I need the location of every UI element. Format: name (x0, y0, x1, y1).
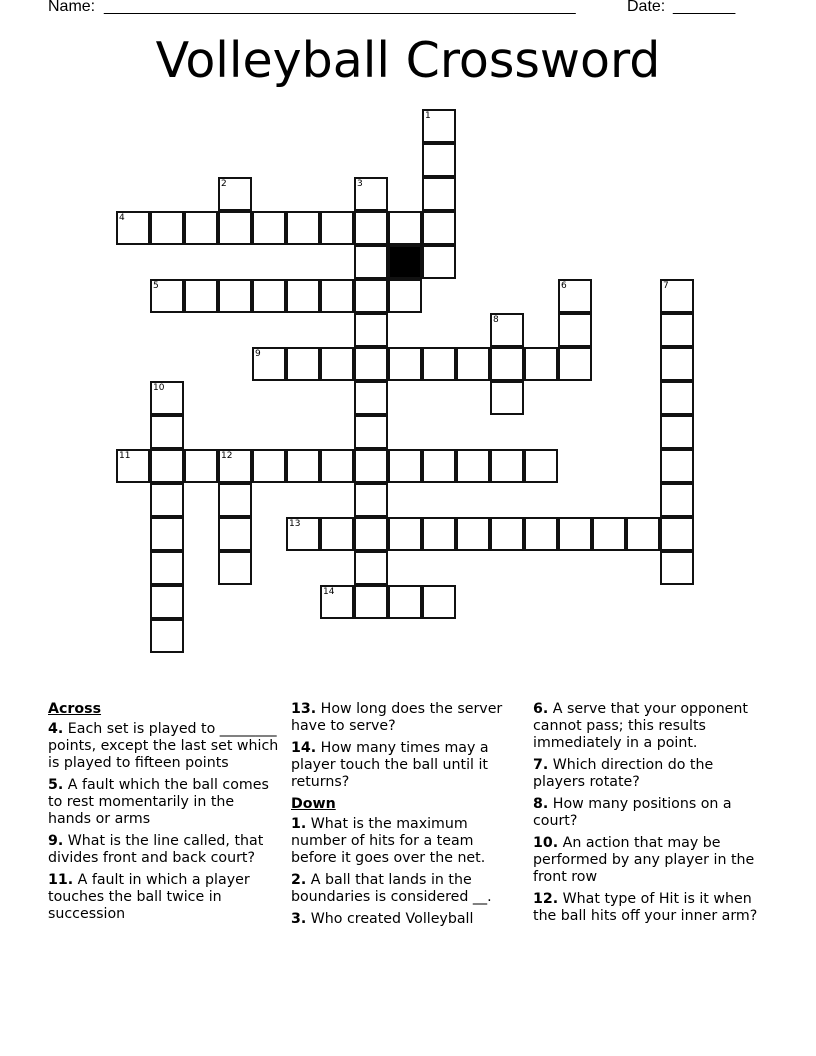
grid-cell[interactable] (150, 483, 184, 517)
grid-cell[interactable] (252, 279, 286, 313)
grid-cell[interactable] (490, 313, 524, 347)
grid-cell[interactable] (150, 211, 184, 245)
clue-down-2 (291, 872, 523, 906)
grid-cell[interactable] (524, 347, 558, 381)
grid-cell[interactable] (422, 585, 456, 619)
clue-across-5 (48, 777, 280, 828)
grid-cell[interactable] (252, 211, 286, 245)
down-heading: Down (291, 796, 336, 812)
clue-down-1 (291, 816, 523, 867)
clue-number-label: 11 (119, 451, 131, 461)
clue-number-label: 4 (119, 213, 125, 223)
grid-cell[interactable] (558, 517, 592, 551)
grid-cell[interactable] (660, 415, 694, 449)
grid-cell[interactable] (660, 517, 694, 551)
grid-cell[interactable] (422, 109, 456, 143)
grid-cell[interactable] (422, 245, 456, 279)
grid-cell[interactable] (218, 517, 252, 551)
clue-number-label: 14 (323, 587, 335, 597)
grid-cell[interactable] (354, 585, 388, 619)
grid-cell[interactable] (150, 551, 184, 585)
grid-cell[interactable] (218, 449, 252, 483)
clue-text: A fault which the ball comes to rest momentarily in the hands or arms (48, 777, 269, 827)
grid-cell[interactable] (116, 449, 150, 483)
grid-cell[interactable] (490, 517, 524, 551)
grid-cell[interactable] (354, 211, 388, 245)
grid-cell[interactable] (354, 177, 388, 211)
clue-number-label: 7 (663, 281, 669, 291)
grid-cell[interactable] (354, 347, 388, 381)
grid-cell[interactable] (422, 211, 456, 245)
grid-cell[interactable] (558, 347, 592, 381)
clue-across-14 (291, 740, 523, 791)
clues-column-3 (533, 701, 765, 930)
grid-cell[interactable] (150, 381, 184, 415)
grid-cell[interactable] (660, 279, 694, 313)
grid-cell[interactable] (286, 279, 320, 313)
grid-cell[interactable] (320, 517, 354, 551)
clue-text: Which direction do the players rotate? (533, 757, 714, 790)
clue-across-11 (48, 872, 280, 923)
clue-text: A ball that lands in the boundaries is considered __. (291, 872, 492, 905)
grid-cell[interactable] (456, 347, 490, 381)
clue-number: 5. (48, 777, 64, 793)
grid-cell[interactable] (354, 415, 388, 449)
name-label: Name: (48, 0, 96, 15)
grid-cell[interactable] (660, 313, 694, 347)
grid-cell[interactable] (388, 211, 422, 245)
grid-cell[interactable] (388, 347, 422, 381)
grid-cell[interactable] (286, 347, 320, 381)
name-field[interactable]: _____________________________________________________ (104, 0, 576, 15)
clue-number: 11. (48, 872, 74, 888)
grid-cell[interactable] (354, 245, 388, 279)
grid-cell[interactable] (218, 483, 252, 517)
clue-text: Each set is played to ________ points, except the last set which is played to fifteen points (48, 721, 279, 771)
grid-cell[interactable] (422, 177, 456, 211)
clue-text: How many positions on a court? (533, 796, 732, 829)
clue-down-7 (533, 757, 765, 791)
grid-cell[interactable] (184, 211, 218, 245)
grid-cell[interactable] (524, 449, 558, 483)
grid-cell[interactable] (286, 517, 320, 551)
clue-number: 12. (533, 891, 559, 907)
grid-cell[interactable] (116, 211, 150, 245)
clue-number-label: 12 (221, 451, 233, 461)
grid-cell[interactable] (320, 449, 354, 483)
clue-number-label: 1 (425, 111, 431, 121)
grid-cell[interactable] (354, 551, 388, 585)
grid-cell[interactable] (150, 517, 184, 551)
grid-cell[interactable] (150, 619, 184, 653)
clue-across-9 (48, 833, 280, 867)
clue-number: 13. (291, 701, 317, 717)
grid-cell[interactable] (354, 517, 388, 551)
grid-cell[interactable] (422, 143, 456, 177)
clues-column-2 (291, 701, 523, 933)
grid-cell[interactable] (422, 449, 456, 483)
grid-cell[interactable] (422, 347, 456, 381)
grid-cell[interactable] (558, 279, 592, 313)
grid-cell[interactable] (490, 449, 524, 483)
clue-number: 8. (533, 796, 549, 812)
clue-number: 10. (533, 835, 559, 851)
clue-text: An action that may be performed by any player in the front row (533, 835, 755, 885)
clues-column-1 (48, 701, 280, 928)
clue-number: 3. (291, 911, 307, 927)
clue-number: 14. (291, 740, 317, 756)
clue-across-13 (291, 701, 523, 735)
grid-cell[interactable] (354, 279, 388, 313)
clue-down-12 (533, 891, 765, 925)
clue-number-label: 3 (357, 179, 363, 189)
grid-cell[interactable] (354, 381, 388, 415)
grid-cell[interactable] (218, 551, 252, 585)
clue-text: What is the maximum number of hits for a team before it goes over the net. (291, 816, 486, 866)
grid-cell[interactable] (150, 585, 184, 619)
grid-cell[interactable] (388, 449, 422, 483)
grid-cell[interactable] (626, 517, 660, 551)
grid-cell[interactable] (218, 279, 252, 313)
clue-text: What is the line called, that divides front and back court? (48, 833, 264, 866)
across-heading: Across (48, 701, 102, 717)
grid-cell[interactable] (558, 313, 592, 347)
black-cell (388, 245, 422, 279)
grid-cell[interactable] (286, 211, 320, 245)
clue-down-6 (533, 701, 765, 752)
clue-number: 9. (48, 833, 64, 849)
clue-down-3 (291, 911, 523, 928)
grid-cell[interactable] (150, 415, 184, 449)
clue-text: A serve that your opponent cannot pass; this results immediately in a point. (533, 701, 748, 751)
grid-cell[interactable] (354, 313, 388, 347)
grid-cell[interactable] (422, 517, 456, 551)
grid-cell[interactable] (456, 449, 490, 483)
clue-number-label: 8 (493, 315, 499, 325)
grid-cell[interactable] (660, 449, 694, 483)
clue-text: How long does the server have to serve? (291, 701, 503, 734)
clue-down-10 (533, 835, 765, 886)
clue-number: 2. (291, 872, 307, 888)
grid-cell[interactable] (456, 517, 490, 551)
grid-cell[interactable] (184, 279, 218, 313)
grid-cell[interactable] (354, 483, 388, 517)
clue-number-label: 10 (153, 383, 165, 393)
grid-cell[interactable] (218, 211, 252, 245)
grid-cell[interactable] (150, 449, 184, 483)
grid-cell[interactable] (184, 449, 218, 483)
grid-cell[interactable] (320, 585, 354, 619)
grid-cell[interactable] (320, 211, 354, 245)
clue-text: How many times may a player touch the ball until it returns? (291, 740, 489, 790)
clue-number-label: 9 (255, 349, 261, 359)
grid-cell[interactable] (218, 177, 252, 211)
grid-cell[interactable] (388, 585, 422, 619)
grid-cell[interactable] (660, 551, 694, 585)
grid-cell[interactable] (286, 449, 320, 483)
clue-number-label: 5 (153, 281, 159, 291)
grid-cell[interactable] (354, 449, 388, 483)
grid-cell[interactable] (524, 517, 558, 551)
clue-text: A fault in which a player touches the ball twice in succession (48, 872, 250, 922)
date-label: Date: (627, 0, 666, 15)
clue-number: 4. (48, 721, 64, 737)
grid-cell[interactable] (660, 347, 694, 381)
date-field[interactable]: _______ (673, 0, 736, 15)
grid-cell[interactable] (388, 279, 422, 313)
page-title: Volleyball Crossword (155, 32, 661, 89)
grid-cell[interactable] (490, 381, 524, 415)
clue-number: 1. (291, 816, 307, 832)
clue-number-label: 13 (289, 519, 301, 529)
clue-number-label: 6 (561, 281, 567, 291)
grid-cell[interactable] (592, 517, 626, 551)
clue-down-8 (533, 796, 765, 830)
clue-across-4 (48, 721, 280, 772)
grid-cell[interactable] (320, 347, 354, 381)
grid-cell[interactable] (150, 279, 184, 313)
grid-cell[interactable] (320, 279, 354, 313)
clue-number: 6. (533, 701, 549, 717)
clue-number-label: 2 (221, 179, 227, 189)
grid-cell[interactable] (252, 347, 286, 381)
clue-number: 7. (533, 757, 549, 773)
clue-text: Who created Volleyball (310, 911, 474, 927)
grid-cell[interactable] (660, 483, 694, 517)
grid-cell[interactable] (660, 381, 694, 415)
grid-cell[interactable] (252, 449, 286, 483)
clue-text: What type of Hit is it when the ball hits off your inner arm? (533, 891, 758, 924)
grid-cell[interactable] (490, 347, 524, 381)
grid-cell[interactable] (388, 517, 422, 551)
